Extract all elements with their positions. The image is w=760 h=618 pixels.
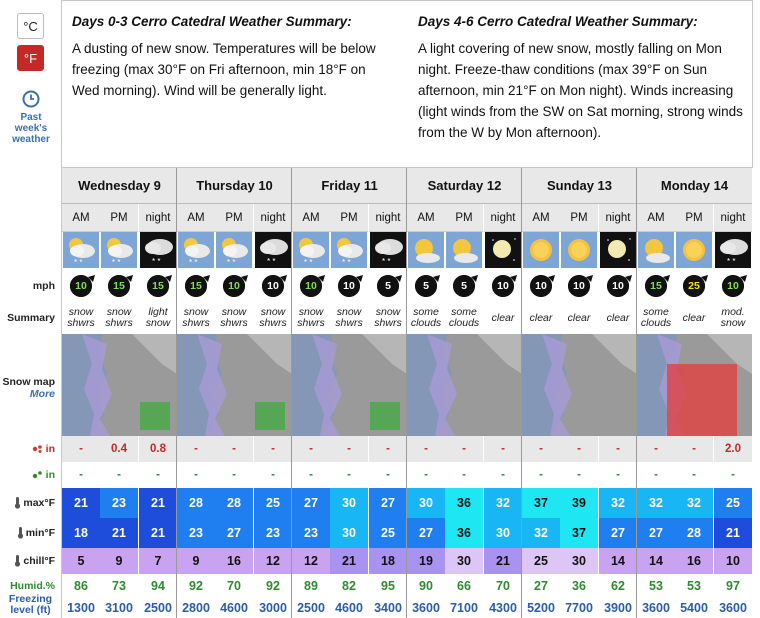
wind-chill: 14: [599, 548, 637, 574]
cloud-sun-snow-icon: [215, 232, 253, 268]
svg-text:* *: * *: [727, 257, 736, 266]
raindrop-icon: [32, 470, 44, 480]
period-header: PM: [215, 204, 253, 232]
min-temp: 30: [330, 518, 368, 548]
snow-amount: -: [369, 436, 407, 462]
period-header: night: [714, 204, 752, 232]
max-temp: 21: [139, 488, 177, 518]
sun-icon: [560, 232, 598, 268]
max-temp: 23: [100, 488, 138, 518]
humidity: 97: [726, 579, 740, 593]
summary-text: snow shwrs: [335, 306, 363, 329]
humidity: 53: [649, 579, 663, 593]
period-header: PM: [100, 204, 138, 232]
wind-arrow-icon: 10: [529, 273, 553, 297]
day-column: [406, 168, 521, 618]
summary-label: Summary: [7, 312, 55, 324]
snow-amount: -: [560, 436, 598, 462]
wind-speed-badge: [177, 268, 215, 302]
wind-speed-badge: [714, 268, 752, 302]
night-cloud-snow-icon: [254, 232, 292, 268]
wind-speed-badge: [62, 268, 100, 302]
wind-arrow-icon: 10: [69, 273, 93, 297]
summary-days-4-6-title: Days 4-6 Cerro Catedral Weather Summary:: [418, 14, 698, 29]
freezing-level: 4600: [335, 601, 363, 615]
summary-text: snow shwrs: [259, 306, 287, 329]
wind-speed-badge: [445, 268, 483, 302]
summary-text: snow shwrs: [220, 306, 248, 329]
summary-text: snow shwrs: [182, 306, 210, 329]
summary-text: clear: [567, 311, 591, 324]
min-temp: 25: [369, 518, 407, 548]
rain-amount: -: [714, 462, 752, 488]
humidity-label: Humid.%: [10, 580, 55, 592]
wind-chill: 16: [675, 548, 713, 574]
rain-amount: -: [177, 462, 215, 488]
period-header: AM: [292, 204, 330, 232]
humidity: 70: [227, 579, 241, 593]
cloud-sun-snow-icon: [177, 232, 215, 268]
snow-map-thumbnail[interactable]: [62, 334, 177, 436]
wind-arrow-icon: 15: [184, 273, 208, 297]
max-temp-label: max°F: [23, 497, 55, 509]
snow-map-thumbnail[interactable]: [407, 334, 522, 436]
snow-amount: -: [254, 436, 292, 462]
summary-text: clear: [682, 311, 706, 324]
rain-amount: -: [445, 462, 483, 488]
night-cloud-snow-icon: [139, 232, 177, 268]
snow-map-label: Snow map: [2, 376, 55, 388]
max-temp: 25: [714, 488, 752, 518]
day-column: [521, 168, 636, 618]
svg-text:* *: * *: [227, 258, 236, 267]
snowflake-drop-icon: [32, 444, 44, 454]
forecast-grid: [61, 168, 753, 618]
day-header: Sunday 13: [522, 168, 637, 204]
night-cloud-snow-icon: [714, 232, 752, 268]
min-temp: 27: [637, 518, 675, 548]
freezing-level-row-label: [0, 592, 61, 618]
wind-speed-badge: [139, 268, 177, 302]
day-column: [636, 168, 751, 618]
wind-arrow-icon: 5: [452, 273, 476, 297]
snow-map-row-label: [0, 372, 61, 400]
humidity: 95: [381, 579, 395, 593]
wind-arrow-icon: 10: [261, 273, 285, 297]
wind-speed-badge: [484, 268, 522, 302]
snow-amount: -: [407, 436, 445, 462]
rain-amount: -: [139, 462, 177, 488]
row-label-column: [0, 0, 61, 618]
humidity: 86: [74, 579, 88, 593]
humidity: 36: [572, 579, 586, 593]
rain-amount: -: [215, 462, 253, 488]
day-header: Monday 14: [637, 168, 752, 204]
rain-amount: -: [637, 462, 675, 488]
min-temp: 27: [215, 518, 253, 548]
day-header: Friday 11: [292, 168, 407, 204]
rain-amount: -: [522, 462, 560, 488]
snow-amount: -: [637, 436, 675, 462]
sun-icon: [675, 232, 713, 268]
rain-amount: -: [254, 462, 292, 488]
humidity: 92: [189, 579, 203, 593]
svg-text:* *: * *: [112, 258, 121, 267]
wind-arrow-icon: 10: [491, 273, 515, 297]
wind-speed-badge: [292, 268, 330, 302]
summary-days-0-3: [72, 11, 392, 101]
wind-speed-badge: [254, 268, 292, 302]
humidity: 92: [266, 579, 280, 593]
max-temp: 36: [445, 488, 483, 518]
snow-map-thumbnail[interactable]: [292, 334, 407, 436]
wind-arrow-icon: 15: [644, 273, 668, 297]
period-header: AM: [637, 204, 675, 232]
freezing-level: 3100: [105, 601, 133, 615]
summary-days-0-3-title: Days 0-3 Cerro Catedral Weather Summary:: [72, 14, 352, 29]
snow-amount: -: [292, 436, 330, 462]
humidity: 27: [534, 579, 548, 593]
snow-amount: -: [215, 436, 253, 462]
min-temp: 23: [292, 518, 330, 548]
summary-text: some clouds: [448, 306, 480, 329]
rain-amount: -: [407, 462, 445, 488]
moon-icon: [484, 232, 522, 268]
max-temp: 32: [675, 488, 713, 518]
wind-arrow-icon: 10: [222, 273, 246, 297]
wind-arrow-icon: 10: [337, 273, 361, 297]
summary-text: clear: [529, 311, 553, 324]
max-temp: 28: [215, 488, 253, 518]
sun-icon: [522, 232, 560, 268]
humidity: 73: [112, 579, 126, 593]
freezing-level: 5200: [527, 601, 555, 615]
snow-amount: 0.8: [139, 436, 177, 462]
snow-map-thumbnail[interactable]: [522, 334, 637, 436]
summary-days-4-6-text: A light covering of new snow, mostly falling on Mon night. Freeze-thaw conditions (max 39°F on Sun afternoon, min 21°F on Mon night). Winds increasing (light winds from the SW on Sat morning, strong winds from the W by Mon afternoon).: [418, 41, 743, 140]
snow-amount: 2.0: [714, 436, 752, 462]
freezing-level: 7700: [565, 601, 593, 615]
cloud-sun-snow-icon: [292, 232, 330, 268]
clock-icon: [22, 90, 40, 108]
svg-text:* *: * *: [382, 257, 391, 266]
snow-map-thumbnail[interactable]: [637, 334, 752, 436]
wind-speed-badge: [407, 268, 445, 302]
day-header: Saturday 12: [407, 168, 522, 204]
wind-chill: 5: [62, 548, 100, 574]
wind-arrow-icon: 25: [682, 273, 706, 297]
wind-chill: 19: [407, 548, 445, 574]
max-temp: 28: [177, 488, 215, 518]
summary-text: some clouds: [640, 306, 672, 329]
sun-cloud-icon: [637, 232, 675, 268]
snow-amount: -: [675, 436, 713, 462]
summary-text: clear: [491, 311, 515, 324]
snow-amount-row-label: [0, 436, 61, 462]
freezing-level: 2500: [144, 601, 172, 615]
snow-unit-label: in: [45, 443, 55, 455]
wind-chill: 16: [215, 548, 253, 574]
rain-amount: -: [330, 462, 368, 488]
period-header: PM: [445, 204, 483, 232]
rain-amount: -: [599, 462, 637, 488]
wind-arrow-icon: 15: [146, 273, 170, 297]
wind-chill: 7: [139, 548, 177, 574]
svg-text:* *: * *: [74, 258, 83, 267]
wind-arrow-icon: 10: [606, 273, 630, 297]
min-temp: 37: [560, 518, 598, 548]
humidity: 66: [457, 579, 471, 593]
summary-text: snow shwrs: [374, 306, 402, 329]
celsius-button[interactable]: °C: [17, 13, 44, 39]
rain-amount: -: [292, 462, 330, 488]
wind-arrow-icon: 10: [299, 273, 323, 297]
snow-amount: -: [484, 436, 522, 462]
max-temp: 21: [62, 488, 100, 518]
freezing-level: 4300: [489, 601, 517, 615]
wind-chill: 30: [445, 548, 483, 574]
wind-chill: 12: [254, 548, 292, 574]
wind-chill: 12: [292, 548, 330, 574]
min-temp: 36: [445, 518, 483, 548]
wind-speed-badge: [215, 268, 253, 302]
svg-text:* *: * *: [189, 258, 198, 267]
min-temp: 21: [139, 518, 177, 548]
min-temp: 27: [407, 518, 445, 548]
wind-chill: 21: [484, 548, 522, 574]
wind-speed-badge: [599, 268, 637, 302]
freezing-level: 4600: [220, 601, 248, 615]
period-header: PM: [330, 204, 368, 232]
freezing-level: 1300: [67, 601, 95, 615]
past-weather-link[interactable]: [2, 90, 60, 145]
weather-summary-panel: [61, 0, 753, 168]
period-header: PM: [560, 204, 598, 232]
min-temp-label: min°F: [25, 527, 55, 539]
min-temp: 30: [484, 518, 522, 548]
freezing-level: 3000: [259, 601, 287, 615]
svg-text:* *: * *: [304, 258, 313, 267]
rain-amount: -: [62, 462, 100, 488]
fahrenheit-button[interactable]: °F: [17, 45, 44, 71]
min-temp: 21: [100, 518, 138, 548]
snow-map-more-link[interactable]: More: [29, 388, 55, 400]
wind-arrow-icon: 5: [376, 273, 400, 297]
period-header: AM: [522, 204, 560, 232]
max-temp-row-label: [0, 488, 61, 518]
snow-map-thumbnail[interactable]: [177, 334, 292, 436]
summary-row-label: [0, 302, 61, 334]
min-temp: 27: [599, 518, 637, 548]
cloud-sun-snow-icon: [100, 232, 138, 268]
wind-chill: 9: [100, 548, 138, 574]
wind-chill: 9: [177, 548, 215, 574]
humidity: 82: [342, 579, 356, 593]
humidity: 53: [687, 579, 701, 593]
snow-amount: -: [330, 436, 368, 462]
chill-row-label: [0, 548, 61, 574]
summary-text: light snow: [145, 306, 171, 329]
max-temp: 25: [254, 488, 292, 518]
wind-arrow-icon: 5: [414, 273, 438, 297]
cloud-sun-snow-icon: [62, 232, 100, 268]
freezing-level: 3600: [642, 601, 670, 615]
max-temp: 27: [292, 488, 330, 518]
max-temp: 37: [522, 488, 560, 518]
wind-arrow-icon: 10: [567, 273, 591, 297]
min-temp: 28: [675, 518, 713, 548]
freezing-level: 3900: [604, 601, 632, 615]
freezing-level: 7100: [450, 601, 478, 615]
past-weather-line1: Past: [20, 112, 42, 123]
humidity: 94: [151, 579, 165, 593]
snow-amount: 0.4: [100, 436, 138, 462]
max-temp: 30: [407, 488, 445, 518]
past-weather-line2: week's: [14, 123, 48, 134]
snow-amount: -: [599, 436, 637, 462]
wind-speed-badge: [675, 268, 713, 302]
thermometer-icon: [17, 527, 24, 539]
summary-days-0-3-text: A dusting of new snow. Temperatures will be below freezing (max 30°F on Fri afternoon, min 18°F on Wed morning). Wind will be generally light.: [72, 41, 376, 98]
max-temp: 27: [369, 488, 407, 518]
wind-chill: 25: [522, 548, 560, 574]
summary-text: snow shwrs: [105, 306, 133, 329]
wind-arrow-icon: 15: [107, 273, 131, 297]
day-header: Thursday 10: [177, 168, 292, 204]
wind-chill: 18: [369, 548, 407, 574]
snow-amount: -: [445, 436, 483, 462]
rain-amount: -: [675, 462, 713, 488]
min-temp: 21: [714, 518, 752, 548]
freezing-label-line1: Freezing: [8, 593, 53, 605]
rain-amount: -: [560, 462, 598, 488]
freezing-level: 2800: [182, 601, 210, 615]
thermometer-icon: [14, 555, 21, 567]
wind-speed-badge: [637, 268, 675, 302]
summary-text: some clouds: [410, 306, 442, 329]
period-header: AM: [62, 204, 100, 232]
summary-text: snow shwrs: [67, 306, 95, 329]
wind-chill: 21: [330, 548, 368, 574]
max-temp: 30: [330, 488, 368, 518]
freezing-level: 3600: [719, 601, 747, 615]
snow-amount: -: [522, 436, 560, 462]
humidity: 89: [304, 579, 318, 593]
rain-amount: -: [100, 462, 138, 488]
day-column: [176, 168, 291, 618]
sun-cloud-icon: [445, 232, 483, 268]
humidity: 62: [611, 579, 625, 593]
period-header: PM: [675, 204, 713, 232]
summary-text: mod. snow: [720, 306, 746, 329]
freezing-level: 2500: [297, 601, 325, 615]
chill-label: chill°F: [23, 555, 55, 567]
day-header: Wednesday 9: [62, 168, 177, 204]
freezing-level: 3400: [374, 601, 402, 615]
wind-speed-badge: [100, 268, 138, 302]
summary-text: snow shwrs: [297, 306, 325, 329]
past-weather-line3: weather: [12, 134, 50, 145]
freezing-level: 5400: [680, 601, 708, 615]
wind-unit-label: mph: [32, 280, 55, 292]
wind-chill: 10: [714, 548, 752, 574]
period-header: night: [254, 204, 292, 232]
summary-text: clear: [606, 311, 630, 324]
night-cloud-snow-icon: [369, 232, 407, 268]
day-column: [61, 168, 176, 618]
wind-speed-badge: [330, 268, 368, 302]
sun-cloud-icon: [407, 232, 445, 268]
summary-days-4-6: [418, 11, 748, 143]
svg-text:* *: * *: [267, 257, 276, 266]
period-header: night: [599, 204, 637, 232]
min-temp: 23: [177, 518, 215, 548]
period-header: night: [484, 204, 522, 232]
freezing-label-line2: level (ft): [10, 604, 51, 616]
freezing-level: 3600: [412, 601, 440, 615]
svg-text:* *: * *: [152, 257, 161, 266]
rain-amount: -: [369, 462, 407, 488]
thermometer-icon: [14, 497, 21, 509]
wind-chill: 14: [637, 548, 675, 574]
min-temp: 18: [62, 518, 100, 548]
max-temp: 32: [637, 488, 675, 518]
min-temp-row-label: [0, 518, 61, 548]
wind-chill: 30: [560, 548, 598, 574]
max-temp: 32: [484, 488, 522, 518]
moon-icon: [599, 232, 637, 268]
max-temp: 39: [560, 488, 598, 518]
rain-unit-label: in: [45, 469, 55, 481]
snow-amount: -: [62, 436, 100, 462]
day-column: [291, 168, 406, 618]
min-temp: 32: [522, 518, 560, 548]
cloud-sun-snow-icon: [330, 232, 368, 268]
humidity: 70: [496, 579, 510, 593]
period-header: AM: [177, 204, 215, 232]
wind-speed-badge: [560, 268, 598, 302]
rain-amount: -: [484, 462, 522, 488]
rain-amount-row-label: [0, 462, 61, 488]
snow-amount: -: [177, 436, 215, 462]
period-header: night: [139, 204, 177, 232]
wind-speed-badge: [522, 268, 560, 302]
period-header: AM: [407, 204, 445, 232]
humidity: 90: [419, 579, 433, 593]
min-temp: 23: [254, 518, 292, 548]
wind-row-label: [0, 270, 61, 302]
max-temp: 32: [599, 488, 637, 518]
period-header: night: [369, 204, 407, 232]
wind-arrow-icon: 10: [721, 273, 745, 297]
svg-text:* *: * *: [342, 258, 351, 267]
wind-speed-badge: [369, 268, 407, 302]
